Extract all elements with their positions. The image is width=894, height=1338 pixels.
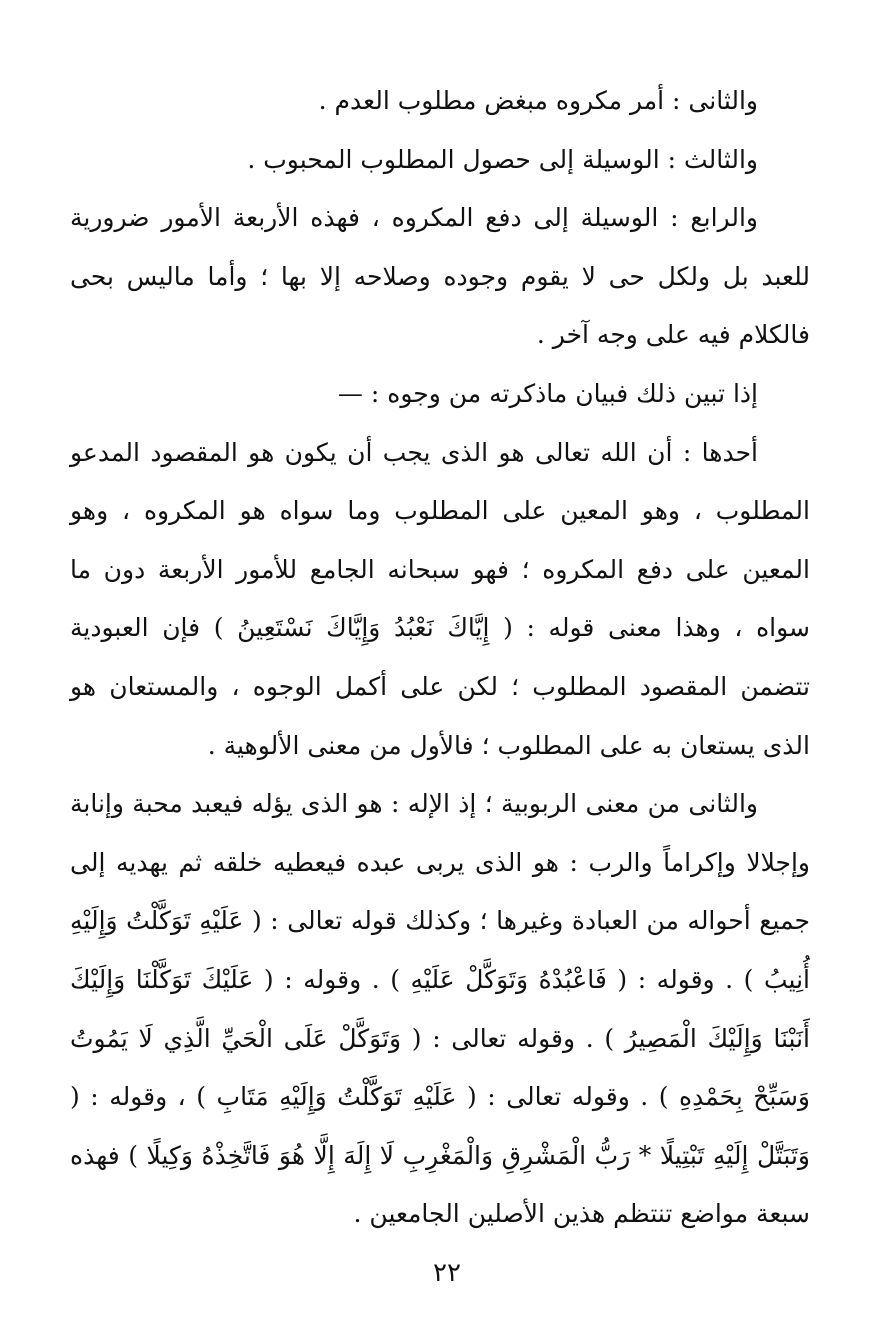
page-number: ٢٢ [433, 1258, 461, 1288]
paragraph-third: والثالث : الوسيلة إلى حصول المطلوب المحبوب . [247, 144, 758, 174]
paragraph-intro-aspects: إذا تبين ذلك فبيان ماذكرته من وجوه : — [337, 378, 758, 408]
paragraph-fourth: والرابع : الوسيلة إلى دفع المكروه ، فهذه الأربعة الأمور ضرورية للعبد بل ولكل حى لا يقوم وجوده وصلاحه إلا بها ؛ وأما ماليس بحى فالكلام فيه على وجه آخر . [70, 203, 810, 350]
paragraph-rububiyya: والثانى من معنى الربوبية ؛ إذ الإله : هو الذى يؤله فيعبد محبة وإنابة وإجلالا وإكراماً والرب : هو الذى يربى عبده فيعطيه خلقه ثم يهديه إلى جميع أحواله من العبادة وغيرها ؛ وكذلك قوله تعالى : ( عَلَيْهِ تَوَكَّلْتُ وَإِلَيْهِ أُنِيبُ ) . وقوله : ( فَاعْبُدْهُ وَتَوَكَّلْ عَلَيْهِ ) . وقوله : ( عَلَيْكَ تَوَكَّلْنَا وَإِلَيْكَ أَنَبْنَا وَإِلَيْكَ الْمَصِيرُ ) . وقوله تعالى : ( وَتَوَكَّلْ عَلَى الْحَيِّ الَّذِي لَا يَمُوتُ وَسَبِّحْ بِحَمْدِهِ ) . وقوله تعالى : ( عَلَيْهِ تَوَكَّلْتُ وَإِلَيْهِ مَتَابِ ) ، وقوله : ( وَتَبَتَّلْ إِلَيْهِ تَبْتِيلًا * رَبُّ الْمَشْرِقِ وَالْمَغْرِبِ لَا إِلَهَ إِلَّا هُوَ فَاتَّخِذْهُ وَكِيلًا ) فهذه سبعة مواضع تنتظم هذين الأصلين الجامعين . [70, 789, 810, 1229]
paragraph-first-aspect: أحدها : أن الله تعالى هو الذى يجب أن يكون هو المقصود المدعو المطلوب ، وهو المعين على المطلوب وما سواه هو المكروه ، وهو المعين على دفع المكروه ؛ فهو سبحانه الجامع للأمور الأربعة دون ما سواه ، وهذا معنى قوله : ( إِيَّاكَ نَعْبُدُ وَإِيَّاكَ نَسْتَعِينُ ) فإن العبودية تتضمن المقصود المطلوب ؛ لكن على أكمل الوجوه ، والمستعان هو الذى يستعان به على المطلوب ؛ فالأول من معنى الألوهية . [70, 437, 810, 760]
body-text [70, 72, 810, 1244]
paragraph-second: والثانى : أمر مكروه مبغض مطلوب العدم . [318, 86, 758, 115]
